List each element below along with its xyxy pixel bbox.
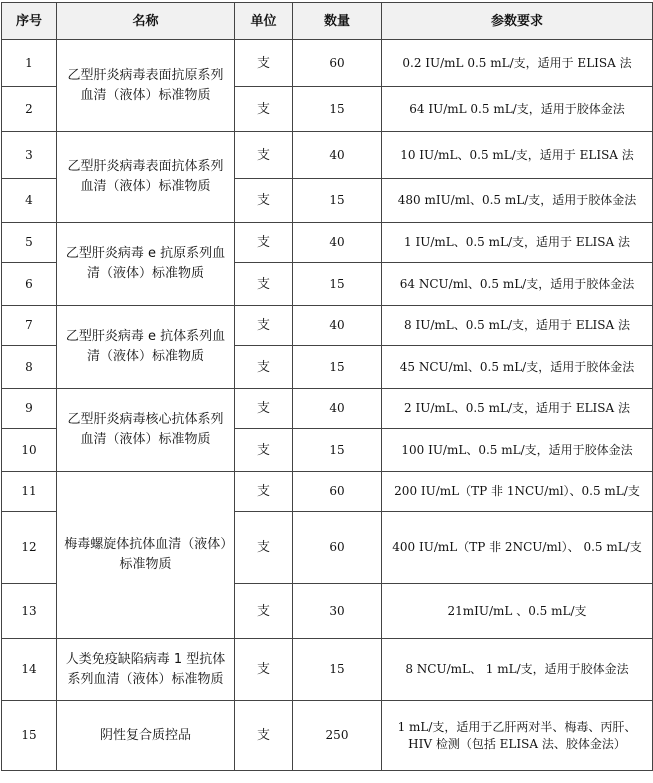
- unit-cell: 支: [235, 132, 293, 179]
- qty-cell: 15: [293, 346, 382, 389]
- req-cell: 400 IU/mL（TP 非 2NCU/ml）、 0.5 mL/支: [382, 512, 653, 584]
- seq-cell: 6: [2, 263, 57, 306]
- seq-cell: 13: [2, 584, 57, 639]
- req-cell: 0.2 IU/mL 0.5 mL/支，适用于 ELISA 法: [382, 40, 653, 87]
- req-cell: 8 NCU/mL、 1 mL/支，适用于胶体金法: [382, 639, 653, 701]
- qty-cell: 15: [293, 429, 382, 472]
- unit-cell: 支: [235, 346, 293, 389]
- table-row: [2, 701, 653, 771]
- qty-cell: 15: [293, 87, 382, 132]
- qty-cell: 15: [293, 179, 382, 223]
- unit-cell: 支: [235, 179, 293, 223]
- unit-cell: 支: [235, 40, 293, 87]
- req-cell: 8 IU/mL、0.5 mL/支，适用于 ELISA 法: [382, 306, 653, 346]
- seq-cell: 7: [2, 306, 57, 346]
- seq-cell: 3: [2, 132, 57, 179]
- qty-cell: 250: [293, 701, 382, 771]
- name-cell: 乙型肝炎病毒表面抗原系列血清（液体）标准物质: [57, 40, 235, 132]
- header-row: [2, 3, 653, 40]
- unit-cell: 支: [235, 429, 293, 472]
- name-cell: 阴性复合质控品: [57, 701, 235, 771]
- seq-cell: 9: [2, 389, 57, 429]
- req-cell: 100 IU/mL、0.5 mL/支，适用于胶体金法: [382, 429, 653, 472]
- req-cell: 45 NCU/ml、0.5 mL/支，适用于胶体金法: [382, 346, 653, 389]
- header-qty: 数量: [293, 3, 382, 40]
- unit-cell: 支: [235, 263, 293, 306]
- name-cell: 梅毒螺旋体抗体血清（液体）标准物质: [57, 472, 235, 639]
- unit-cell: 支: [235, 472, 293, 512]
- table-row: [2, 472, 653, 512]
- table-row: [2, 132, 653, 179]
- name-cell: 乙型肝炎病毒表面抗体系列血清（液体）标准物质: [57, 132, 235, 223]
- unit-cell: 支: [235, 223, 293, 263]
- header-name: 名称: [57, 3, 235, 40]
- seq-cell: 10: [2, 429, 57, 472]
- seq-cell: 1: [2, 40, 57, 87]
- qty-cell: 15: [293, 263, 382, 306]
- req-cell: 64 IU/mL 0.5 mL/支，适用于胶体金法: [382, 87, 653, 132]
- seq-cell: 14: [2, 639, 57, 701]
- qty-cell: 40: [293, 389, 382, 429]
- req-cell: 64 NCU/ml、0.5 mL/支，适用于胶体金法: [382, 263, 653, 306]
- requirements-table: [1, 2, 653, 771]
- seq-cell: 12: [2, 512, 57, 584]
- qty-cell: 40: [293, 132, 382, 179]
- unit-cell: 支: [235, 584, 293, 639]
- seq-cell: 11: [2, 472, 57, 512]
- name-cell: 乙型肝炎病毒 e 抗原系列血清（液体）标准物质: [57, 223, 235, 306]
- header-req: 参数要求: [382, 3, 653, 40]
- seq-cell: 4: [2, 179, 57, 223]
- table-row: [2, 639, 653, 701]
- unit-cell: 支: [235, 639, 293, 701]
- seq-cell: 5: [2, 223, 57, 263]
- table-row: [2, 306, 653, 346]
- unit-cell: 支: [235, 512, 293, 584]
- seq-cell: 2: [2, 87, 57, 132]
- header-seq: 序号: [2, 3, 57, 40]
- table-row: [2, 40, 653, 87]
- seq-cell: 15: [2, 701, 57, 771]
- name-cell: 乙型肝炎病毒核心抗体系列血清（液体）标准物质: [57, 389, 235, 472]
- name-cell: 乙型肝炎病毒 e 抗体系列血清（液体）标准物质: [57, 306, 235, 389]
- qty-cell: 60: [293, 512, 382, 584]
- req-cell: 21mIU/mL 、0.5 mL/支: [382, 584, 653, 639]
- req-cell: 1 IU/mL、0.5 mL/支，适用于 ELISA 法: [382, 223, 653, 263]
- qty-cell: 60: [293, 40, 382, 87]
- table-row: [2, 223, 653, 263]
- unit-cell: 支: [235, 87, 293, 132]
- req-cell: 480 mIU/ml、0.5 mL/支，适用于胶体金法: [382, 179, 653, 223]
- qty-cell: 15: [293, 639, 382, 701]
- req-cell: 1 mL/支，适用于乙肝两对半、梅毒、丙肝、HIV 检测（包括 ELISA 法、胶体金法）: [382, 701, 653, 771]
- qty-cell: 30: [293, 584, 382, 639]
- unit-cell: 支: [235, 389, 293, 429]
- name-cell: 人类免疫缺陷病毒 1 型抗体系列血清（液体）标准物质: [57, 639, 235, 701]
- qty-cell: 40: [293, 306, 382, 346]
- header-unit: 单位: [235, 3, 293, 40]
- qty-cell: 40: [293, 223, 382, 263]
- qty-cell: 60: [293, 472, 382, 512]
- table-row: [2, 389, 653, 429]
- req-cell: 10 IU/mL、0.5 mL/支，适用于 ELISA 法: [382, 132, 653, 179]
- req-cell: 2 IU/mL、0.5 mL/支，适用于 ELISA 法: [382, 389, 653, 429]
- req-cell: 200 IU/mL（TP 非 1NCU/ml）、0.5 mL/支: [382, 472, 653, 512]
- unit-cell: 支: [235, 306, 293, 346]
- seq-cell: 8: [2, 346, 57, 389]
- unit-cell: 支: [235, 701, 293, 771]
